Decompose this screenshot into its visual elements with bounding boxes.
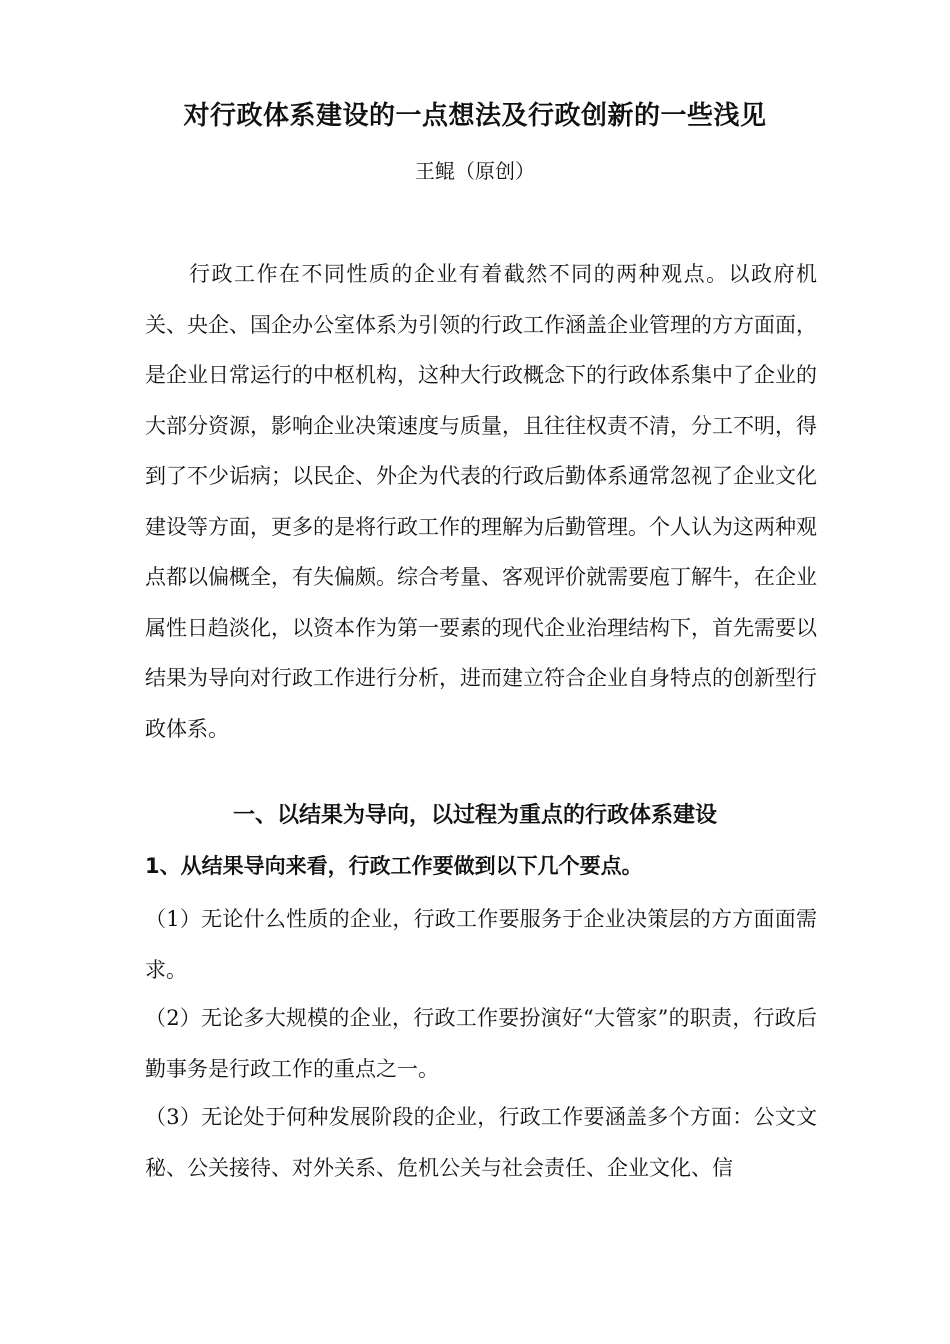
- list-item: （1）无论什么性质的企业，行政工作要服务于企业决策层的方方面面需求。: [145, 907, 817, 982]
- document-title: 对行政体系建设的一点想法及行政创新的一些浅见: [183, 101, 767, 131]
- section-heading: 一、以结果为导向，以过程为重点的行政体系建设: [232, 803, 717, 828]
- sub-heading: 1、从结果导向来看，行政工作要做到以下几个要点。: [145, 854, 643, 878]
- document-author: 王鲲（原创）: [415, 159, 535, 183]
- intro-paragraph: 行政工作在不同性质的企业有着截然不同的两种观点。以政府机关、央企、国企办公室体系为引领的行政工作涵盖企业管理的方方面面，是企业日常运行的中枢机构，这种大行政概念下的行政体系集中了企业的大部分资源，影响企业决策速度与质量，且往往权责不清，分工不明，得到了不少诟病；以民企、外企为代表的行政后勤体系通常忽视了企业文化建设等方面，更多的是将行政工作的理解为后勤管理。个人认为这两种观点都以偏概全，有失偏颇。综合考量、客观评价就需要庖丁解牛，在企业属性日趋淡化，以资本作为第一要素的现代企业治理结构下，首先需要以结果为导向对行政工作进行分析，进而建立符合企业自身特点的创新型行政体系。: [145, 262, 817, 741]
- list-item: （3）无论处于何种发展阶段的企业，行政工作要涵盖多个方面：公文文秘、公关接待、对外关系、危机公关与社会责任、企业文化、信: [145, 1105, 817, 1180]
- list-item: （2）无论多大规模的企业，行政工作要扮演好“大管家”的职责，行政后勤事务是行政工作的重点之一。: [145, 1006, 817, 1081]
